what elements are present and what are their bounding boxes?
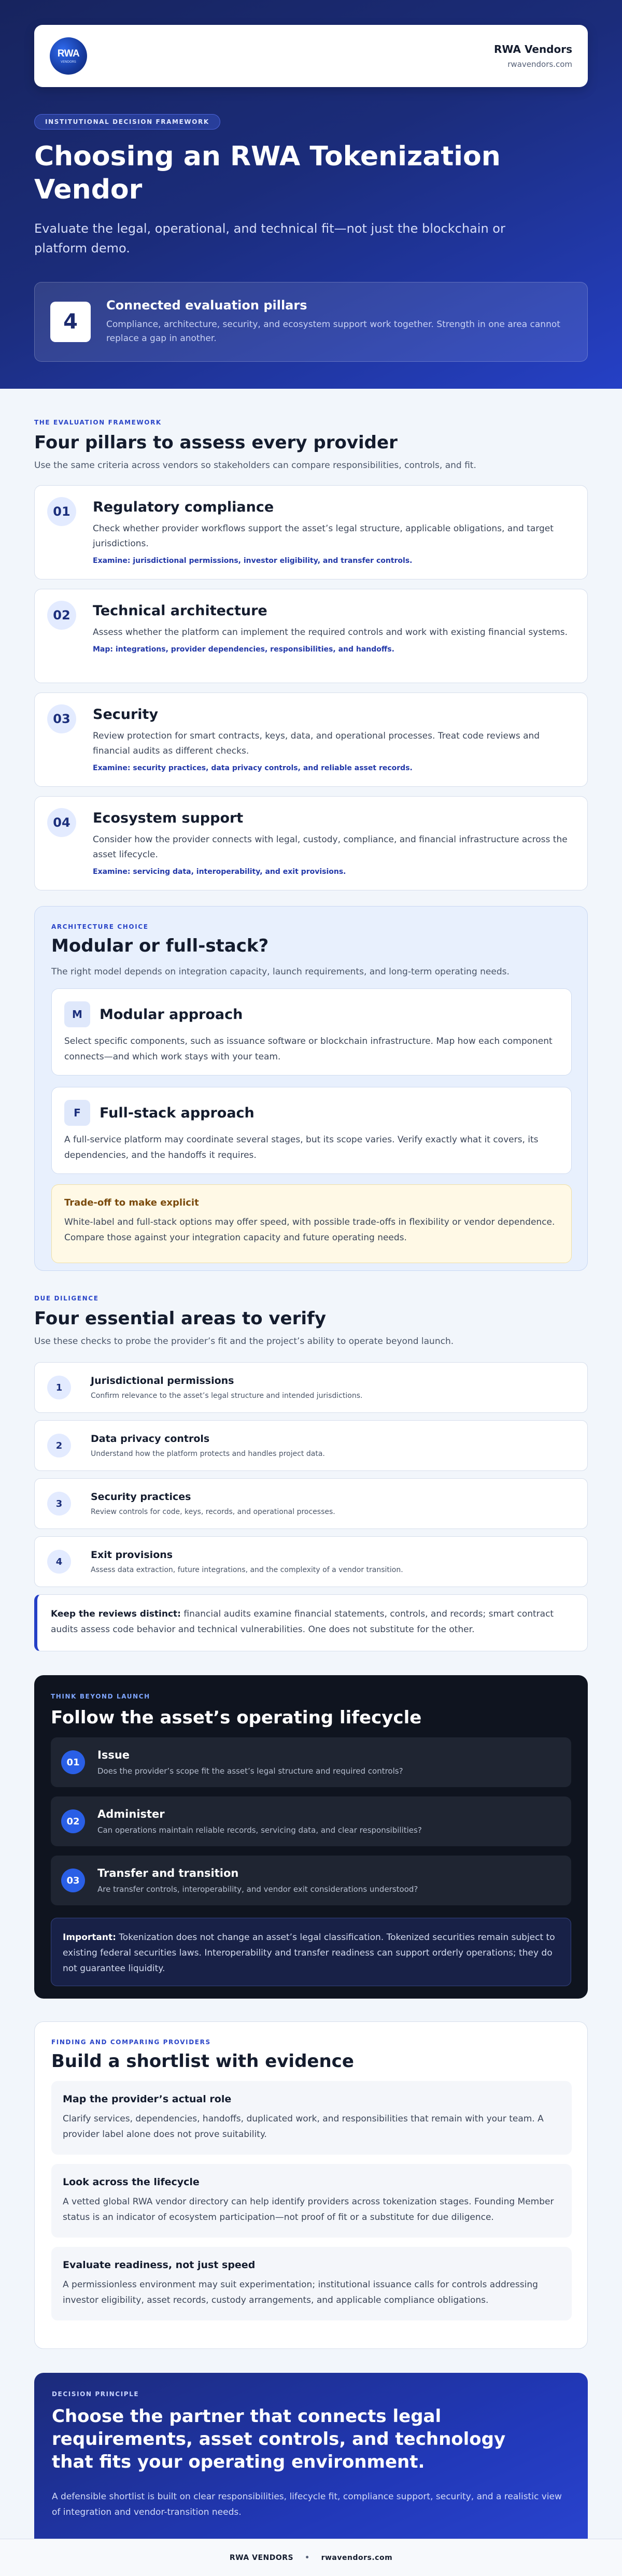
pillar-title: Regulatory compliance — [93, 499, 274, 515]
shortlist-item-desc: A vetted global RWA vendor directory can help identify providers across tokenization stages. Founding Member status is an indicator of ecosystem participation—not proof of fit or a substitute for due diligence. — [63, 2197, 554, 2223]
diligence-item-title: Data privacy controls — [91, 1433, 210, 1445]
arch-card-head — [64, 1100, 559, 1126]
pillars-subtitle: Use the same criteria across vendors so stakeholders can compare responsibilities, controls, and fit. — [34, 460, 476, 471]
trade-off-note — [51, 1184, 572, 1263]
pillar-desc: Assess whether the platform can implement the required controls and work with existing financial systems. — [93, 627, 568, 638]
due-diligence-section — [34, 1295, 588, 1651]
pillar-card — [34, 485, 588, 579]
principle-title: Choose the partner that connects legal requirements, asset controls, and technology that fits your operating environment. — [52, 2406, 506, 2472]
shortlist-item-desc: Clarify services, dependencies, handoffs, duplicated work, and responsibilities that remain with your team. A provider label alone does not prove suitability. — [63, 2114, 544, 2140]
shortlist-title: Build a shortlist with evidence — [51, 2051, 354, 2072]
lifecycle-step-desc: Does the provider’s scope fit the asset’s legal structure and required controls? — [97, 1766, 403, 1776]
brand-logo[interactable] — [50, 37, 87, 75]
lifecycle-step-body — [97, 1749, 403, 1776]
pillar-note: Examine: jurisdictional permissions, investor eligibility, and transfer controls. — [93, 557, 413, 565]
shortlist-item-title: Map the provider’s actual role — [63, 2093, 232, 2105]
pillar-title: Technical architecture — [93, 603, 267, 619]
diligence-body — [91, 1375, 362, 1400]
main-content — [0, 419, 622, 2568]
hero-subtitle: Evaluate the legal, operational, and technical fit—not just the blockchain or platform demo. — [34, 221, 505, 256]
page-footer — [0, 2539, 622, 2576]
callout-bold: Keep the reviews distinct: — [51, 1609, 181, 1619]
pillar-desc: Consider how the provider connects with legal, custody, compliance, and financial infrastructure across the asset lifecycle. — [93, 834, 568, 860]
diligence-item-desc: Review controls for code, keys, records, and operational processes. — [91, 1508, 335, 1516]
pillar-note: Examine: servicing data, interoperability, and exit provisions. — [93, 868, 346, 876]
pillars-eyebrow: THE EVALUATION FRAMEWORK — [34, 419, 162, 426]
brand-header — [34, 25, 588, 87]
hero-card-text — [106, 298, 562, 346]
pillar-body — [93, 704, 575, 786]
shortlist-item-title: Evaluate readiness, not just speed — [63, 2259, 256, 2271]
pillar-card — [34, 589, 588, 683]
diligence-body — [91, 1549, 403, 1574]
lifecycle-step-title: Transfer and transition — [97, 1867, 239, 1879]
logo-text: RWA — [57, 48, 80, 59]
lifecycle-step-body — [97, 1867, 418, 1894]
pillar-title: Ecosystem support — [93, 810, 244, 826]
footer-brand: RWA VENDORS — [229, 2553, 294, 2562]
audit-callout — [34, 1594, 588, 1651]
pillar-title: Security — [93, 706, 159, 723]
architecture-section — [34, 906, 588, 1271]
diligence-eyebrow: DUE DILIGENCE — [34, 1295, 99, 1302]
pillar-body — [93, 808, 575, 890]
lifecycle-title: Follow the asset’s operating lifecycle — [51, 1707, 422, 1728]
pillars-title: Four pillars to assess every provider — [34, 432, 398, 453]
diligence-item-desc: Confirm relevance to the asset’s legal structure and intended jurisdictions. — [91, 1392, 363, 1400]
lifecycle-step — [51, 1856, 571, 1905]
diligence-item-title: Security practices — [91, 1491, 191, 1503]
list-item — [34, 1536, 588, 1587]
lifecycle-eyebrow: THINK BEYOND LAUNCH — [51, 1693, 150, 1700]
pillar-card — [34, 796, 588, 890]
hero-section — [0, 0, 622, 389]
diligence-number: 2 — [47, 1434, 71, 1457]
diligence-subtitle: Use these checks to probe the provider’s fit and the project’s ability to operate beyond launch. — [34, 1336, 454, 1347]
arch-card-title: Full-stack approach — [100, 1105, 255, 1121]
arch-card-desc: A full-service platform may coordinate several stages, but its scope varies. Verify exactly what it covers, its dependencies, and the handoffs it requires. — [64, 1135, 539, 1160]
diligence-body — [91, 1433, 325, 1458]
lifecycle-step-number: 01 — [61, 1750, 85, 1774]
diligence-body — [91, 1491, 335, 1516]
pillar-body — [93, 497, 575, 579]
arch-letter-badge: F — [64, 1100, 90, 1126]
hero-card-number: 4 — [50, 302, 91, 342]
architecture-title: Modular or full-stack? — [51, 936, 269, 956]
diligence-item-desc: Understand how the platform protects and handles project data. — [91, 1450, 325, 1458]
brand-name: RWA Vendors — [493, 43, 572, 55]
shortlist-item — [51, 2247, 572, 2320]
lifecycle-step-body — [97, 1808, 422, 1835]
pillars-section — [34, 419, 588, 890]
pillar-number: 03 — [47, 704, 76, 733]
lifecycle-step-number: 03 — [61, 1869, 85, 1892]
full-stack-approach-card — [51, 1087, 572, 1174]
pillar-number: 02 — [47, 601, 76, 630]
arch-card-title: Modular approach — [100, 1006, 243, 1023]
pillar-card — [34, 692, 588, 787]
diligence-number: 4 — [47, 1550, 71, 1574]
diligence-item-title: Exit provisions — [91, 1549, 173, 1561]
arch-card-desc: Select specific components, such as issuance software or blockchain infrastructure. Map how each component connects—and which work stays with your team. — [64, 1036, 553, 1062]
diligence-item-desc: Assess data extraction, future integrations, and the complexity of a vendor transition. — [91, 1566, 403, 1574]
diligence-item-title: Jurisdictional permissions — [91, 1375, 234, 1386]
lifecycle-step — [51, 1737, 571, 1787]
architecture-eyebrow: ARCHITECTURE CHOICE — [51, 923, 149, 930]
hero-pillars-card — [34, 282, 588, 362]
list-item — [34, 1362, 588, 1413]
shortlist-item-desc: A permissionless environment may suit experimentation; institutional issuance calls for controls addressing investor eligibility, asset records, custody arrangements, and applicable compliance obligations. — [63, 2280, 538, 2305]
important-label: Important: — [63, 1932, 116, 1943]
shortlist-section — [34, 2021, 588, 2349]
principle-desc: A defensible shortlist is built on clear responsibilities, lifecycle fit, compliance support, security, and a realistic view of integration and vendor-transition needs. — [52, 2492, 562, 2517]
lifecycle-section — [34, 1675, 588, 1999]
list-item — [34, 1478, 588, 1529]
shortlist-item — [51, 2164, 572, 2238]
diligence-title: Four essential areas to verify — [34, 1308, 326, 1329]
arch-letter-badge: M — [64, 1001, 90, 1027]
pillar-note: Examine: security practices, data privacy controls, and reliable asset records. — [93, 764, 413, 772]
shortlist-item — [51, 2081, 572, 2155]
pillar-note: Map: integrations, provider dependencies, responsibilities, and handoffs. — [93, 645, 394, 654]
hero-tag: INSTITUTIONAL DECISION FRAMEWORK — [34, 114, 220, 130]
shortlist-eyebrow: FINDING AND COMPARING PROVIDERS — [51, 2039, 211, 2046]
architecture-subtitle: The right model depends on integration capacity, launch requirements, and long-term operating needs. — [51, 967, 510, 977]
page-title: Choosing an RWA Tokenization Vendor — [34, 141, 501, 205]
pillar-number: 04 — [47, 808, 76, 837]
footer-url-link[interactable]: rwavendors.com — [321, 2553, 393, 2562]
pillar-number: 01 — [47, 497, 76, 526]
pillar-desc: Review protection for smart contracts, keys, data, and operational processes. Treat code reviews and financial audits as different checks. — [93, 731, 540, 756]
lifecycle-step-number: 02 — [61, 1809, 85, 1833]
trade-off-desc: White-label and full-stack options may offer speed, with possible trade-offs in flexibility or vendor dependence. Compare those against your integration capacity and future operating needs. — [64, 1217, 555, 1243]
lifecycle-step-desc: Are transfer controls, interoperability, and vendor exit considerations understood? — [97, 1885, 418, 1894]
hero-card-title: Connected evaluation pillars — [106, 298, 307, 313]
list-item — [34, 1420, 588, 1471]
trade-off-title: Trade-off to make explicit — [64, 1197, 199, 1208]
principle-eyebrow: DECISION PRINCIPLE — [52, 2390, 139, 2398]
logo-subtext: VENDORS — [61, 60, 76, 64]
callout-text: financial audits examine financial statements, controls, and records; smart contract audits assess code behavior and technical vulnerabilities. One does not substitute for the other. — [51, 1609, 554, 1635]
pillar-body — [93, 601, 575, 683]
important-text: Tokenization does not change an asset’s legal classification. Tokenized securities remain subject to existing federal securities laws. Interoperability and transfer readiness can support orderly operations; they do not guarantee liquidity. — [63, 1932, 555, 1974]
lifecycle-step — [51, 1796, 571, 1846]
pillar-desc: Check whether provider workflows support the asset’s legal structure, applicable obligations, and target jurisdictions. — [93, 523, 554, 549]
hero-card-desc: Compliance, architecture, security, and ecosystem support work together. Strength in one area cannot replace a gap in another. — [106, 319, 560, 344]
lifecycle-step-title: Administer — [97, 1808, 165, 1820]
arch-card-head — [64, 1001, 559, 1027]
pillar-list — [34, 485, 588, 890]
brand-info — [494, 43, 572, 69]
important-note — [51, 1918, 571, 1986]
diligence-number: 1 — [47, 1376, 71, 1399]
brand-url-link[interactable]: rwavendors.com — [507, 60, 572, 69]
lifecycle-step-title: Issue — [97, 1749, 130, 1761]
diligence-number: 3 — [47, 1492, 71, 1516]
modular-approach-card — [51, 988, 572, 1075]
footer-separator: • — [305, 2553, 310, 2562]
lifecycle-step-desc: Can operations maintain reliable records, servicing data, and clear responsibilities? — [97, 1825, 422, 1835]
shortlist-item-title: Look across the lifecycle — [63, 2176, 200, 2188]
diligence-list — [34, 1362, 588, 1587]
